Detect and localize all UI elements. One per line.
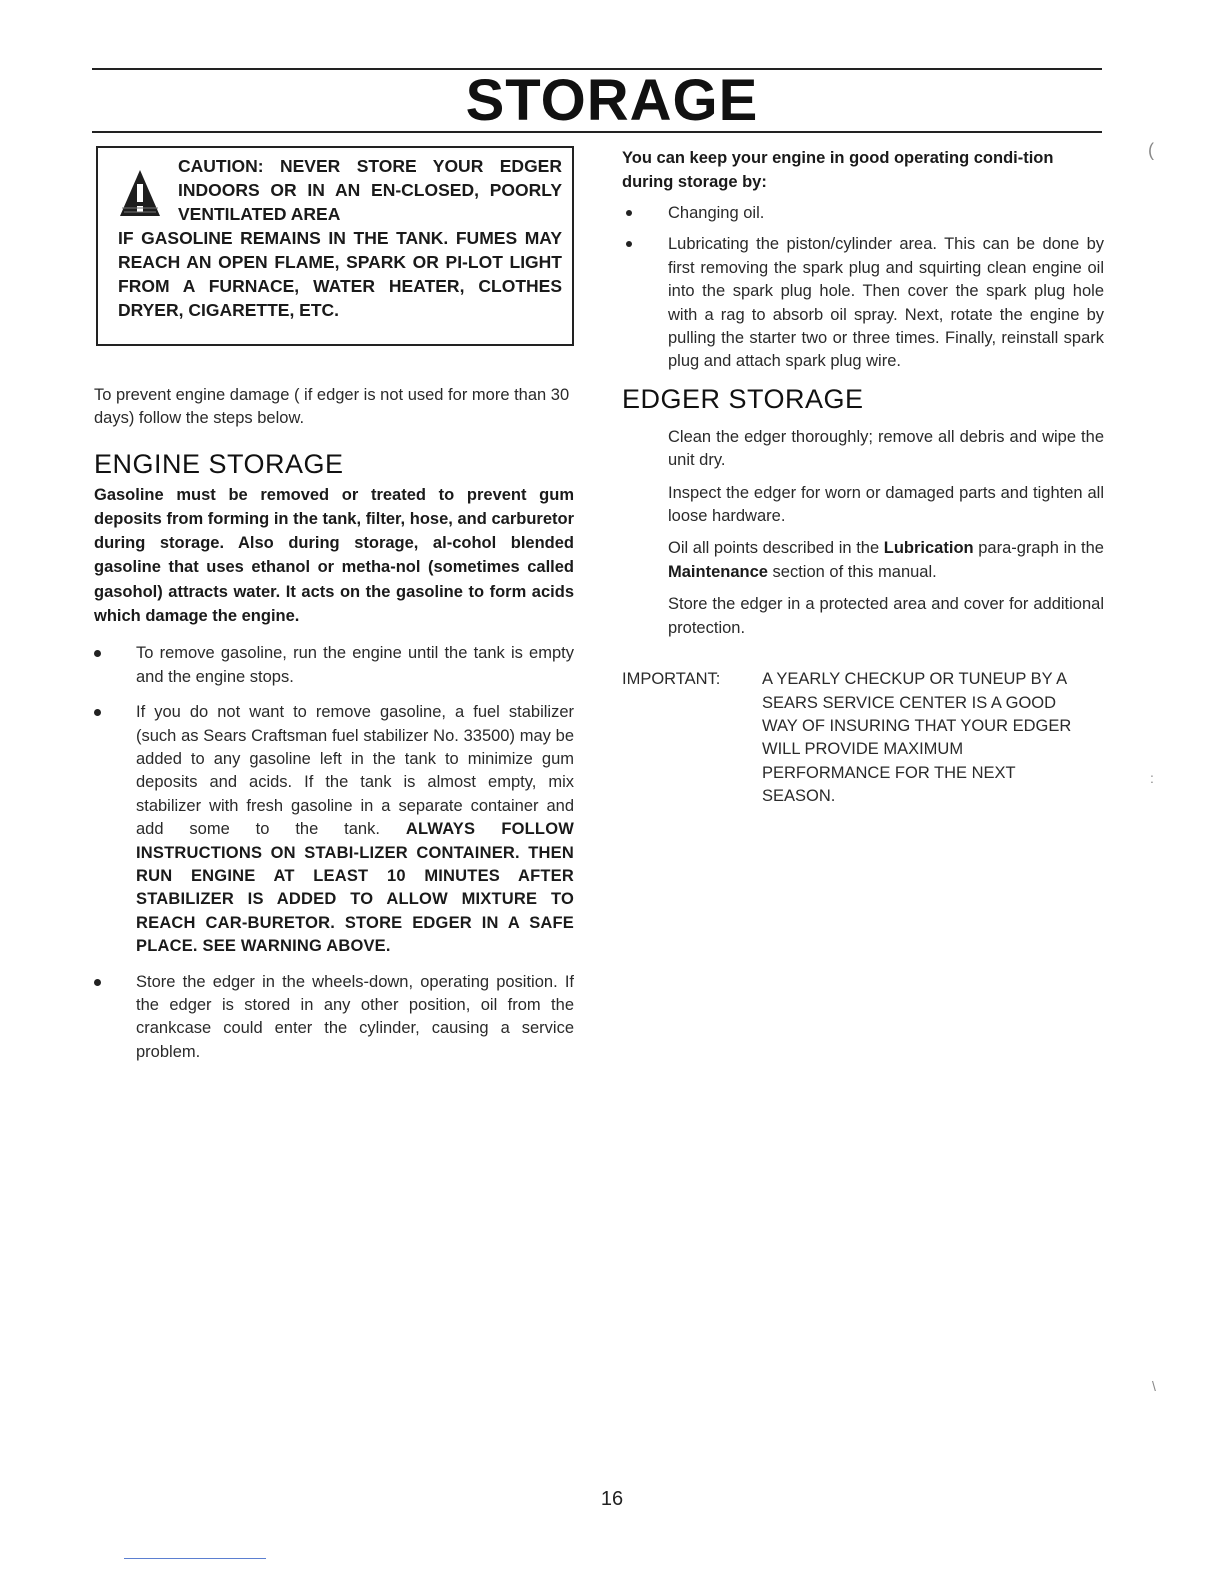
intro-text: To prevent engine damage ( if edger is not used for more than 30 days) follow the steps below. — [94, 386, 570, 427]
important-note — [622, 668, 1104, 808]
list-item — [94, 642, 574, 689]
important-text: A YEARLY CHECKUP OR TUNEUP BY A SEARS SERVICE CENTER IS A GOOD WAY OF INSURING THAT YOUR EDGER WILL PROVIDE MAXIMUM PERFORMANCE FOR THE NEXT SEASON. — [762, 670, 1072, 806]
edger-storage-heading: EDGER STORAGE — [622, 383, 864, 414]
list-item-text: If you do not want to remove gasoline, a fuel stabilizer (such as Sears Craftsman fuel stabilizer No. 33500) may be added to any gasoline left in the tank to minimize gum deposits and acids. If the tank is almost empty, mix stabilizer with fresh gasoline in a separate container and add some to the tank. — [136, 703, 574, 839]
warning-triangle-icon — [118, 168, 178, 226]
list-item-text: To remove gasoline, run the engine until the tank is empty and the engine stops. — [136, 644, 574, 686]
list-item — [94, 701, 574, 958]
left-column — [94, 146, 574, 1076]
title-rule — [92, 131, 1102, 133]
bullet-icon — [94, 709, 101, 716]
scan-mark: ( — [1148, 140, 1154, 160]
list-item-text: Lubricating the piston/cylinder area. This can be done by first removing the spark plug and squirting clean engine oil into the spark plug hole. Then cover the spark plug hole with a rag to absorb oil spray. Next, rotate the engine by pulling the starter two or three times. Finally, reinstall spark plug and attach spark plug wire. — [668, 235, 1104, 371]
bullet-icon — [94, 650, 101, 657]
edger-item: Inspect the edger for worn or damaged parts and tighten all loose hardware. — [668, 483, 1104, 526]
bullet-icon — [626, 210, 632, 216]
footer-rule — [124, 1558, 266, 1559]
list-item — [94, 971, 574, 1065]
engine-storage-paragraph: Gasoline must be removed or treated to prevent gum deposits from forming in the tank, filter, hose, and carburetor during storage. Also during storage, al-cohol blended gasoline that uses ethanol or metha-nol (sometimes called gasohol) attracts water. It acts on the gasoline to form acids which damage the engine. — [94, 485, 574, 625]
caution-box — [96, 146, 574, 346]
important-label: IMPORTANT: — [622, 670, 721, 689]
caution-lead-text: CAUTION: NEVER STORE YOUR EDGER INDOORS OR IN AN EN-CLOSED, POORLY VENTILATED AREA — [178, 156, 562, 224]
scan-mark: \ — [1152, 1378, 1156, 1394]
bullet-icon — [94, 979, 101, 986]
list-item — [622, 202, 1104, 225]
edger-item: Store the edger in a protected area and cover for additional protection. — [668, 595, 1104, 637]
keep-engine-paragraph: You can keep your engine in good operating condi-tion during storage by: — [622, 149, 1054, 191]
list-item-text: Changing oil. — [668, 204, 765, 222]
scan-mark: : — [1150, 770, 1154, 786]
page-title: STORAGE — [465, 68, 759, 133]
caution-rest-text: IF GASOLINE REMAINS IN THE TANK. FUMES MAY REACH AN OPEN FLAME, SPARK OR PI-LOT LIGHT FROM A FURNACE, WATER HEATER, CLOTHES DRYER, CIGARETTE, ETC. — [118, 228, 562, 320]
engine-storage-heading: ENGINE STORAGE — [94, 448, 344, 479]
engine-care-list — [622, 202, 1104, 374]
stabilizer-warning-text: ALWAYS FOLLOW INSTRUCTIONS ON STABI-LIZER CONTAINER. THEN RUN ENGINE AT LEAST 10 MINUTES AFTER STABILIZER IS ADDED TO ALLOW MIXTURE TO REACH CAR-BURETOR. STORE EDGER IN A SAFE PLACE. SEE WARNING ABOVE. — [136, 820, 574, 956]
page-number: 16 — [600, 1488, 624, 1510]
list-item-text: Store the edger in the wheels-down, operating position. If the edger is stored in any other position, oil from the crankcase could enter the cylinder, causing a service problem. — [136, 972, 574, 1061]
list-item — [622, 233, 1104, 373]
edger-storage-list — [668, 426, 1104, 640]
right-column — [622, 146, 1104, 809]
edger-item: Clean the edger thoroughly; remove all debris and wipe the unit dry. — [668, 427, 1104, 470]
engine-storage-list — [94, 642, 574, 1064]
bullet-icon — [626, 241, 632, 247]
edger-item: Oil all points described in the Lubrication para-graph in the Maintenance section of this manual. — [668, 539, 1104, 581]
